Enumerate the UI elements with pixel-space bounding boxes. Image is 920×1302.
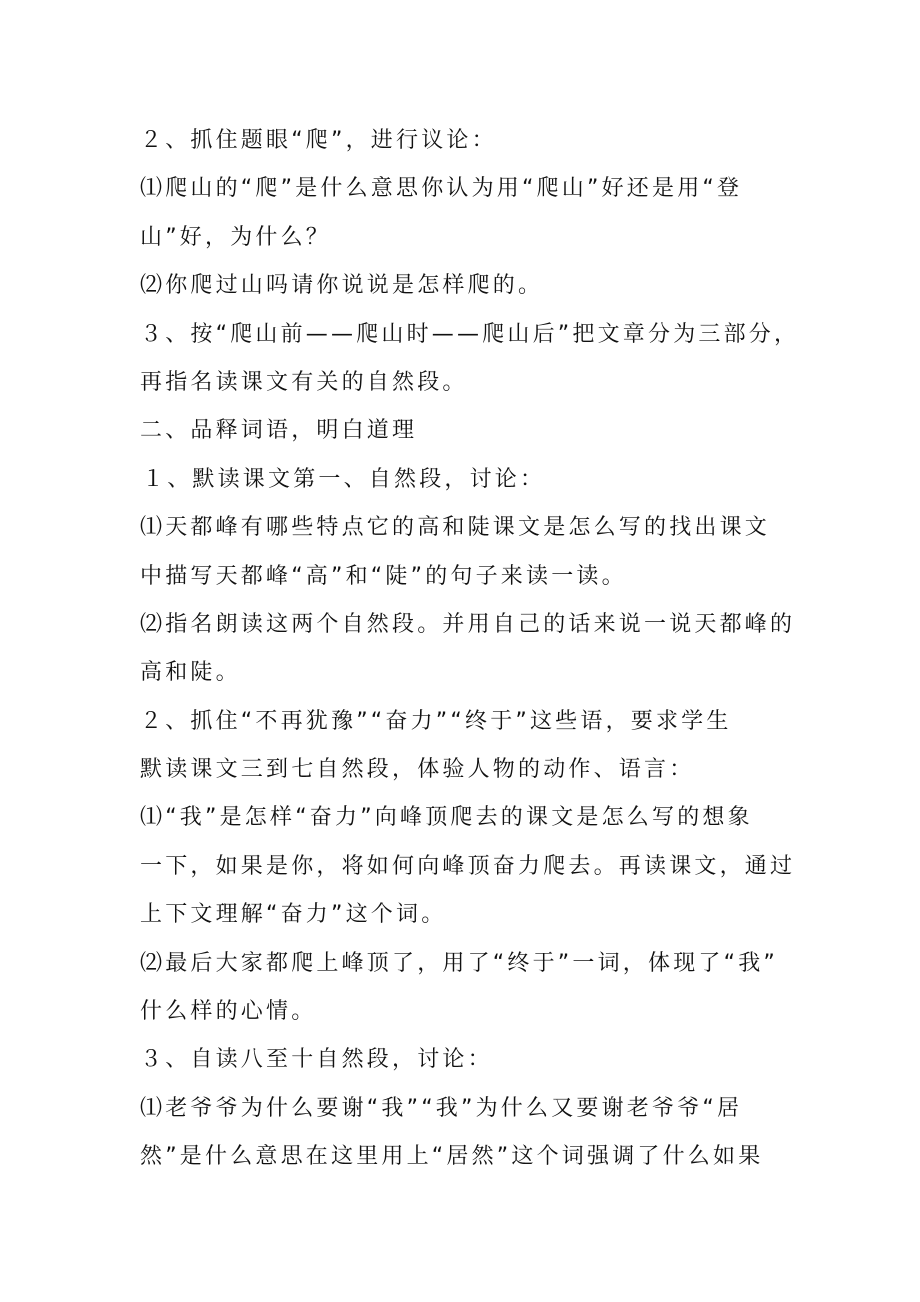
text-line-section-3-heading: ３、按“爬山前——爬山时——爬山后”把文章分为三部分， <box>140 321 800 347</box>
text-line-sub2-question-1-cont: 一下，如果是你，将如何向峰顶奋力爬去。再读课文，通过 <box>140 853 796 879</box>
text-line-sub2-question-1: ⑴“我”是怎样“奋力”向峰顶爬去的课文是怎么写的想象 <box>140 805 753 831</box>
text-line-subsection-3-heading: ３、自读八至十自然段，讨论： <box>140 1047 493 1073</box>
text-line-sub1-question-2: ⑵指名朗读这两个自然段。并用自己的话来说一说天都峰的 <box>140 611 796 637</box>
text-line-subsection-2-heading: ２、抓住“不再犹豫”“奋力”“终于”这些语，要求学生 <box>140 708 732 734</box>
text-line-sub1-question-2-cont: 高和陡。 <box>140 660 241 686</box>
text-line-section-2-heading: ２、抓住题眼“爬”，进行议论： <box>140 128 497 153</box>
text-line-subsection-2-cont: 默读课文三到七自然段，体验人物的动作、语言： <box>140 757 695 783</box>
text-line-section-3-cont: 再指名读课文有关的自然段。 <box>140 369 468 395</box>
text-line-question-1: ⑴爬山的“爬”是什么意思你认为用“爬山”好还是用“登 <box>140 176 743 202</box>
text-line-question-2: ⑵你爬过山吗请你说说是怎样爬的。 <box>140 273 544 299</box>
text-line-part-2-heading: 二、品释词语，明白道理 <box>140 418 418 444</box>
document-page <box>140 117 800 1182</box>
text-line-subsection-1-heading: １、默读课文第一、自然段，讨论： <box>142 466 546 492</box>
text-line-sub3-question-1-cont: 然”是什么意思在这里用上“居然”这个词强调了什么如果 <box>140 1144 764 1170</box>
text-line-sub2-question-2: ⑵最后大家都爬上峰顶了，用了“终于”一词，体现了“我” <box>140 950 778 976</box>
text-line-sub1-question-1-cont: 中描写天都峰“高”和“陡”的句子来读一读。 <box>140 563 627 589</box>
text-line-sub2-question-2-cont: 什么样的心情。 <box>140 999 317 1025</box>
text-line-sub2-question-1-cont2: 上下文理解“奋力”这个词。 <box>140 902 447 928</box>
text-line-sub1-question-1: ⑴天都峰有哪些特点它的高和陡课文是怎么写的找出课文 <box>140 515 771 541</box>
text-line-question-1-cont: 山”好，为什么？ <box>140 224 331 250</box>
text-line-sub3-question-1: ⑴老爷爷为什么要谢“我”“我”为什么又要谢老爷爷“居 <box>140 1095 743 1121</box>
